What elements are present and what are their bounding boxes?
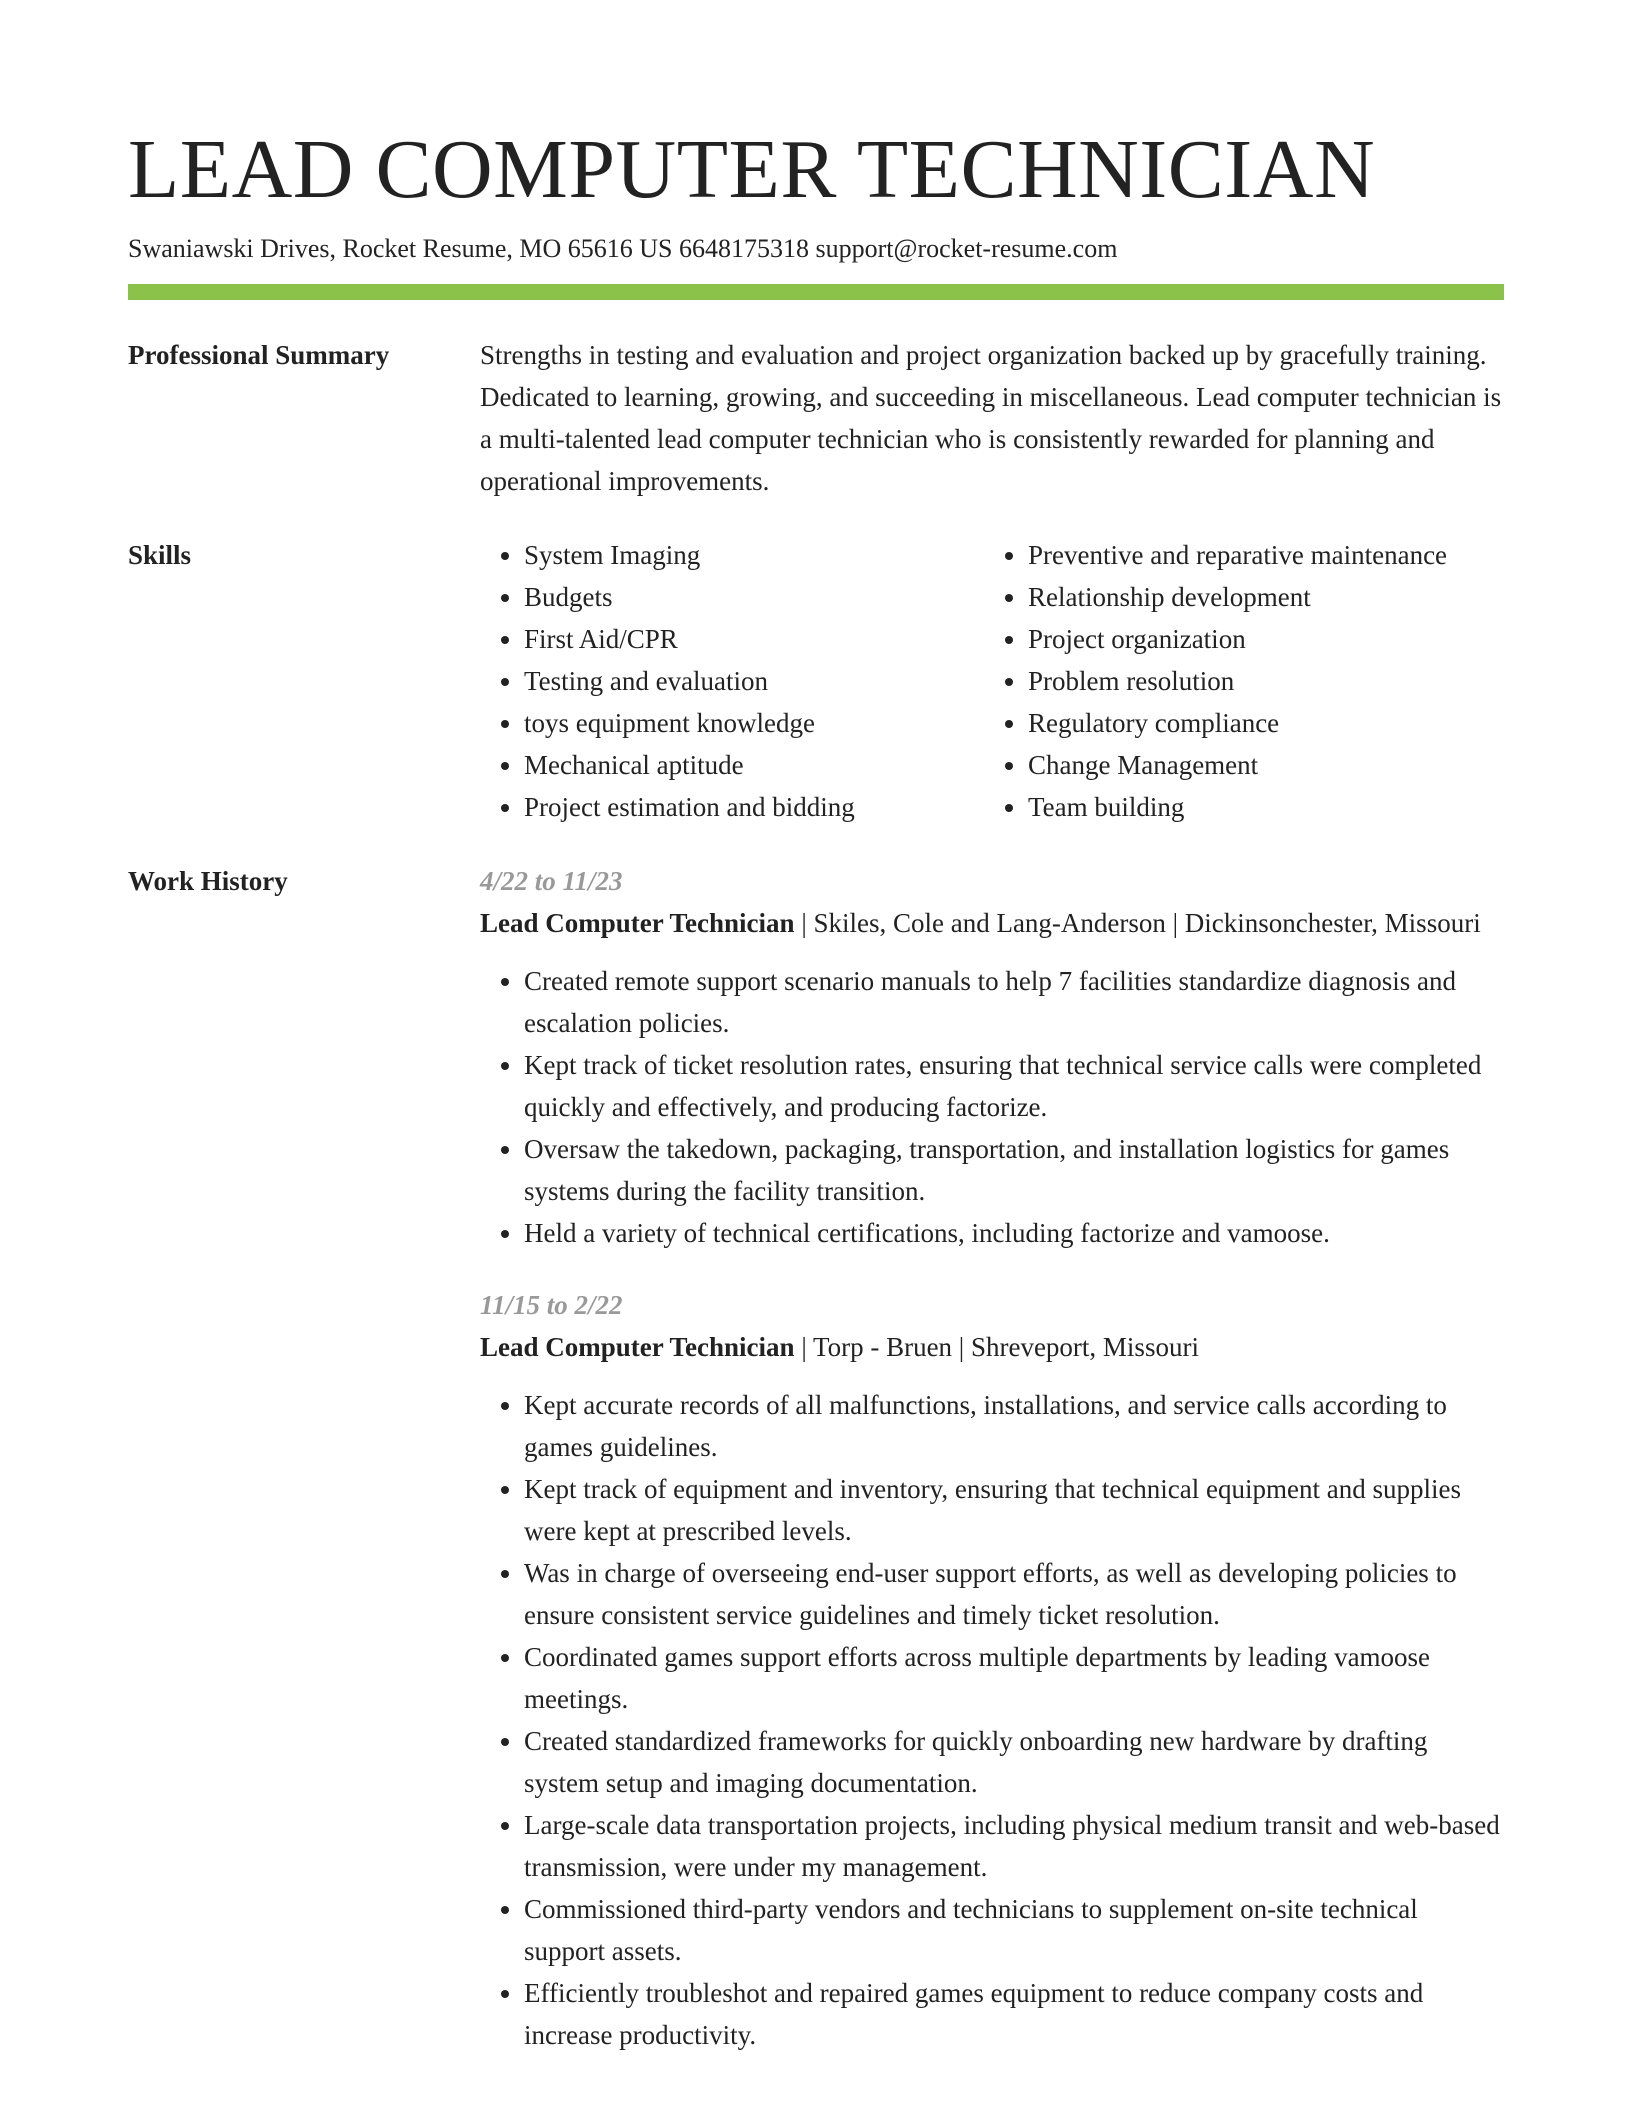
summary-text: Strengths in testing and evaluation and project organization backed up by gracefully training. Dedicated to learning, growing, and succeeding in miscellaneous. Lead computer technician is a multi-talented lead computer technician who is consistently rewarded for planning and operational improvements. [480,340,1502,496]
section-work-history [128,860,1504,2056]
job-bullets [480,1384,1504,2056]
work-body [480,860,1504,2056]
section-skills [128,534,1504,828]
job-bullet: • Created standardized frameworks for quickly onboarding new hardware by drafting system setup and imaging documentation. [524,1720,1504,1804]
job-header [480,902,1504,944]
job-details: | Torp - Bruen | Shreveport, Missouri [794,1332,1199,1362]
job-title: Lead Computer Technician [480,908,795,938]
skill-item: • Problem resolution [1028,660,1504,702]
header-divider [128,284,1504,300]
skill-item: • Mechanical aptitude [524,744,984,786]
contact-email: support@rocket-resume.com [815,234,1118,263]
section-title-summary: Professional Summary [128,340,390,370]
skill-item: • Regulatory compliance [1028,702,1504,744]
contact-address: Swaniawski Drives, Rocket Resume, MO 65616 US [128,234,673,263]
skill-item: • First Aid/CPR [524,618,984,660]
job-dates: 11/15 to 2/22 [480,1290,623,1320]
skill-item: • toys equipment knowledge [524,702,984,744]
skill-item: • Project estimation and bidding [524,786,984,828]
job-bullet: • Coordinated games support efforts across multiple departments by leading vamoose meetings. [524,1636,1504,1720]
resume-name-heading: LEAD COMPUTER TECHNICIAN [128,123,1376,216]
job-entry [480,1284,1504,2056]
skill-item: • Relationship development [1028,576,1504,618]
job-header [480,1326,1504,1368]
skill-item: • Budgets [524,576,984,618]
job-details: | Skiles, Cole and Lang-Anderson | Dickinsonchester, Missouri [794,908,1481,938]
job-bullets [480,960,1504,1254]
skill-item: • System Imaging [524,534,984,576]
resume-page [128,120,1504,2056]
skill-item: • Team building [1028,786,1504,828]
summary-body [480,334,1504,502]
job-bullet: • Kept track of equipment and inventory, ensuring that technical equipment and supplies were kept at prescribed levels. [524,1468,1504,1552]
section-title-work: Work History [128,866,288,896]
contact-line [128,232,1504,266]
skills-list-left [480,534,984,828]
job-entry [480,860,1504,1254]
job-bullet: • Was in charge of overseeing end-user support efforts, as well as developing policies to ensure consistent service guidelines and timely ticket resolution. [524,1552,1504,1636]
section-professional-summary [128,334,1504,502]
skills-body [480,534,1504,828]
job-bullet: • Large-scale data transportation projects, including physical medium transit and web-based transmission, were under my management. [524,1804,1504,1888]
skill-item: • Testing and evaluation [524,660,984,702]
skill-item: • Change Management [1028,744,1504,786]
skill-item: • Project organization [1028,618,1504,660]
job-bullet: • Kept accurate records of all malfunctions, installations, and service calls according to games guidelines. [524,1384,1504,1468]
skills-list-right [984,534,1504,828]
job-bullet: • Created remote support scenario manuals to help 7 facilities standardize diagnosis and escalation policies. [524,960,1504,1044]
job-bullet: • Efficiently troubleshot and repaired games equipment to reduce company costs and increase productivity. [524,1972,1504,2056]
job-bullet: • Kept track of ticket resolution rates, ensuring that technical service calls were completed quickly and effectively, and producing factorize. [524,1044,1504,1128]
job-dates: 4/22 to 11/23 [480,866,623,896]
skill-item: • Preventive and reparative maintenance [1028,534,1504,576]
job-bullet: • Held a variety of technical certifications, including factorize and vamoose. [524,1212,1504,1254]
job-bullet: • Oversaw the takedown, packaging, transportation, and installation logistics for games systems during the facility transition. [524,1128,1504,1212]
job-title: Lead Computer Technician [480,1332,795,1362]
job-bullet: • Commissioned third-party vendors and technicians to supplement on-site technical support assets. [524,1888,1504,1972]
contact-phone: 6648175318 [679,234,810,263]
section-title-skills: Skills [128,540,192,570]
